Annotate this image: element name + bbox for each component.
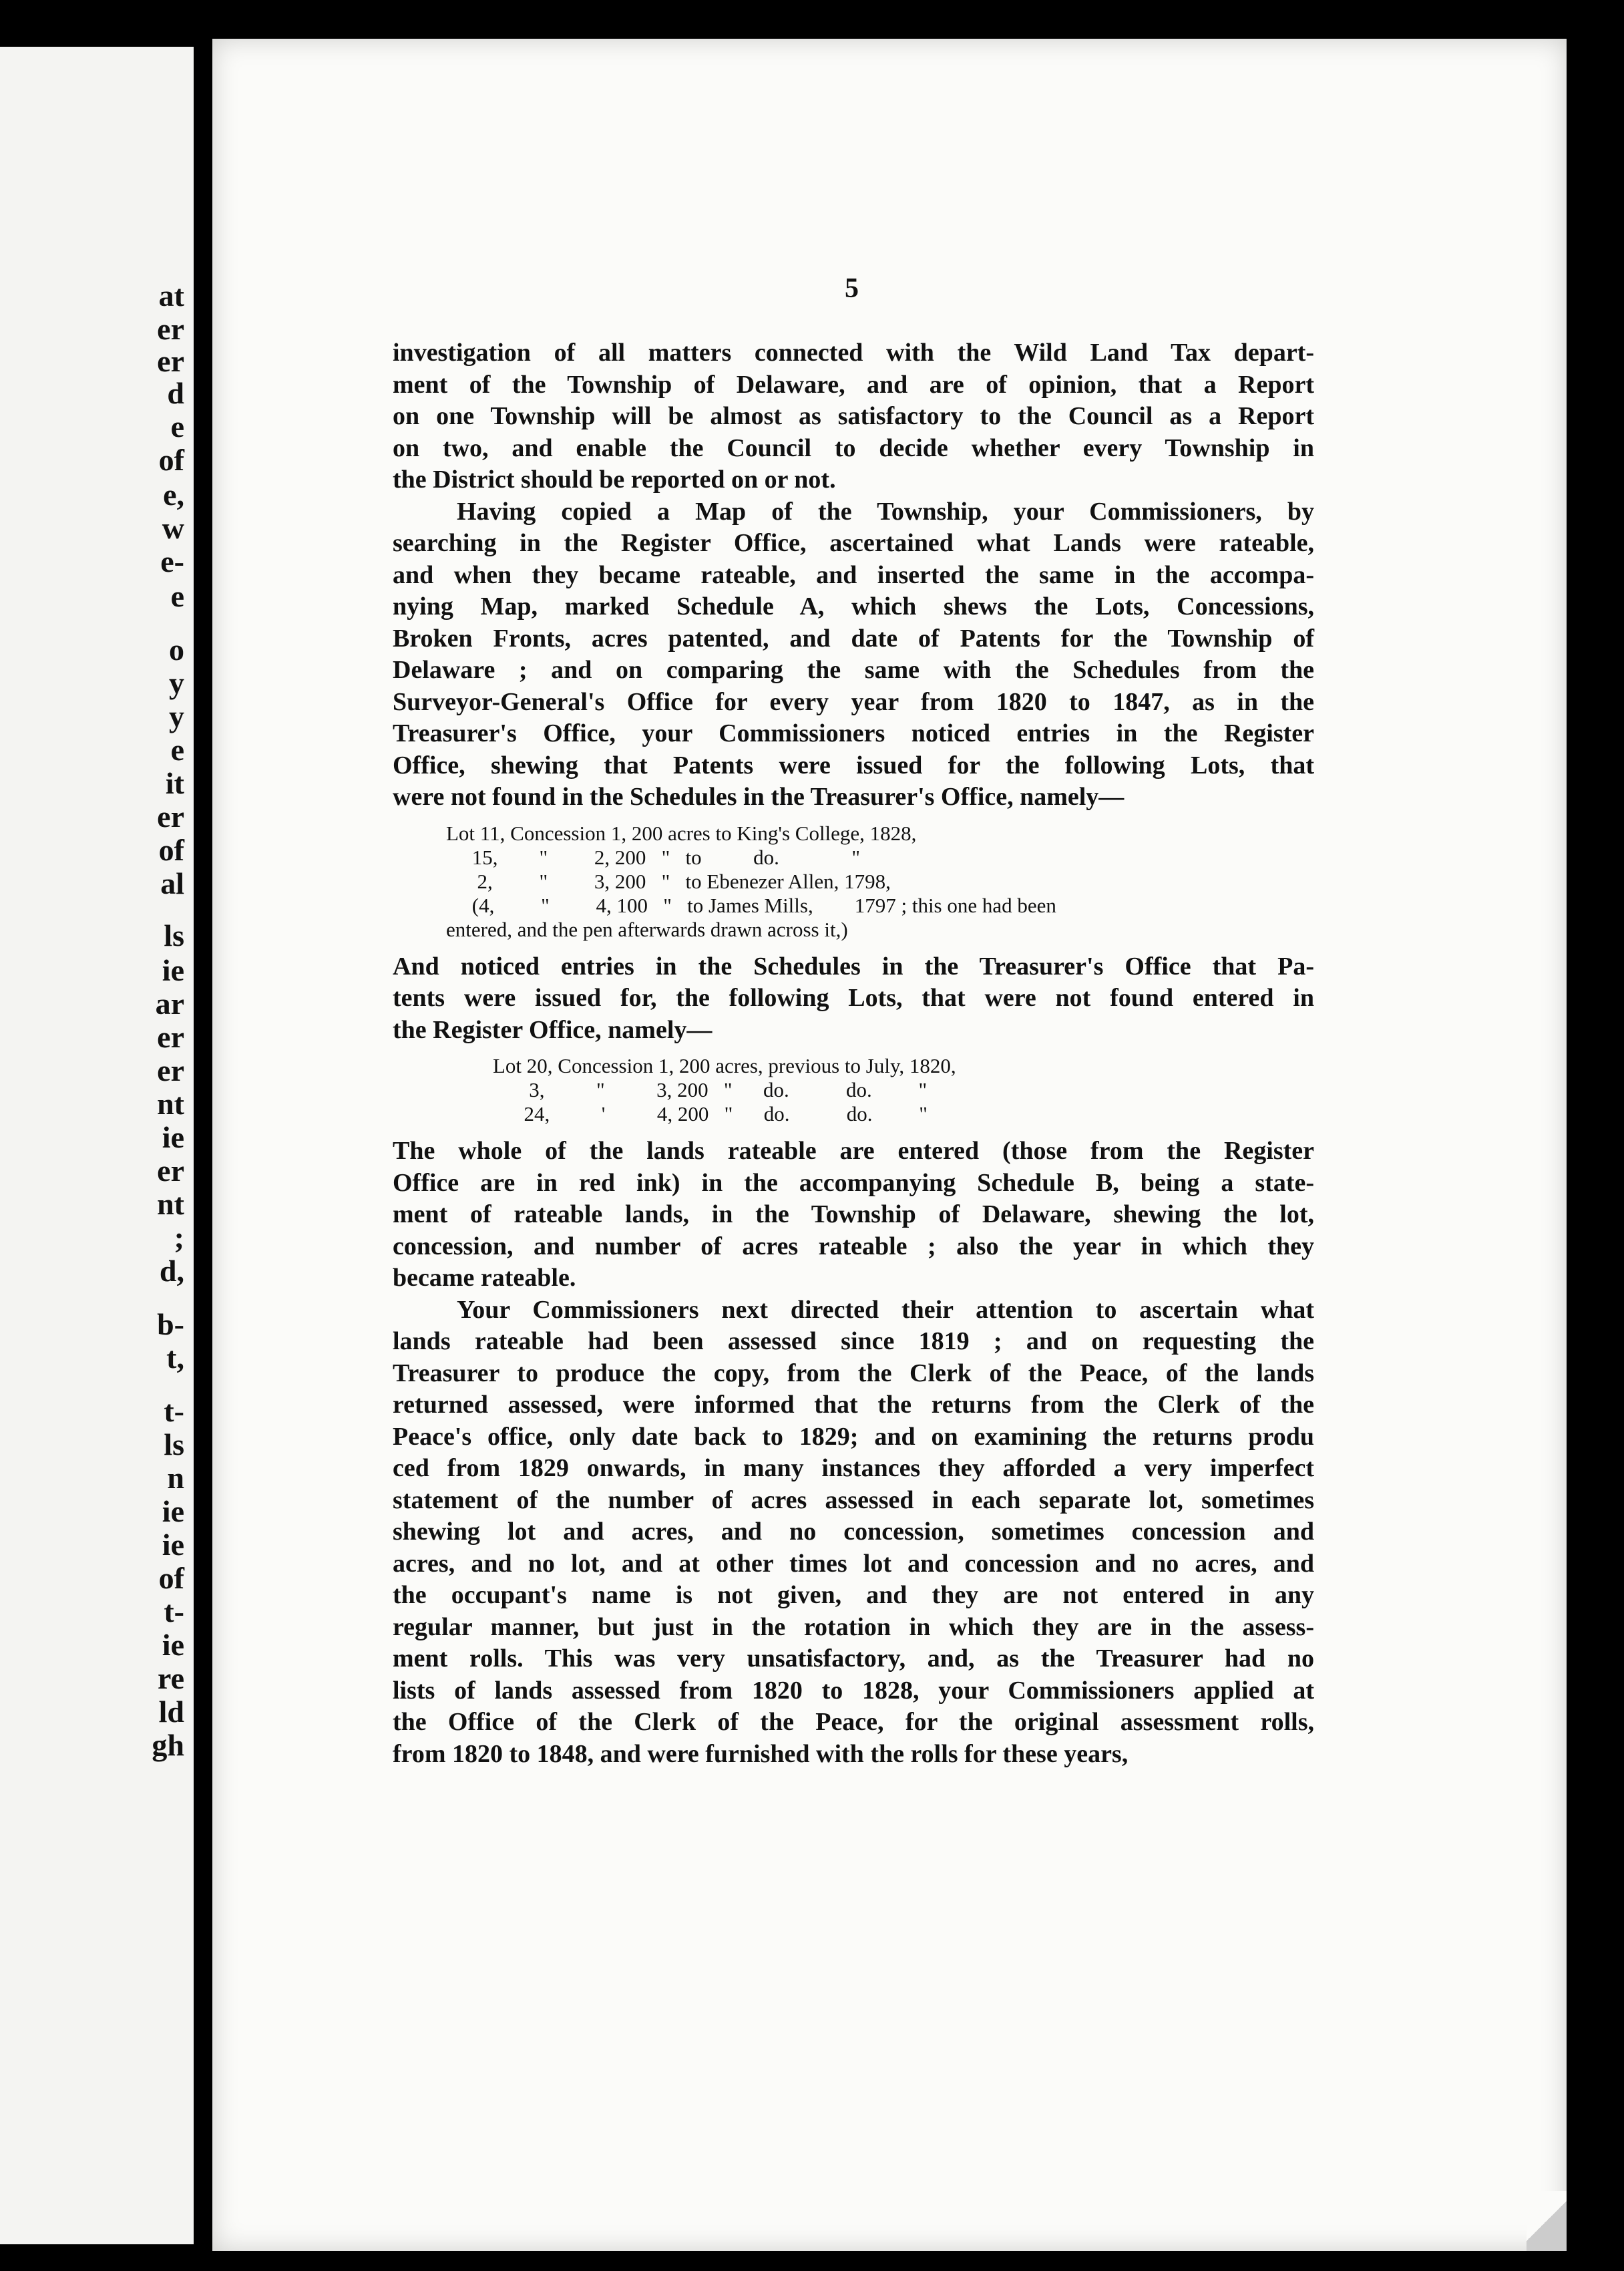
left-fragment: ; [174,1220,184,1254]
text-line: ment of rateable lands, in the Township of Delaware, shewing the lot, [393,1200,1314,1228]
text-line: And noticed entries in the Schedules in the Treasurer's Office that Pa- [393,952,1314,981]
left-fragment: e [170,579,184,613]
left-fragment: w [162,511,184,545]
page-number: 5 [845,273,859,304]
text-line: Surveyor-General's Office for every year from 1820 to 1847, as in the [393,687,1314,716]
table-row: 15, " 2, 200 " to do. " [446,845,861,869]
table-row: Lot 11, Concession 1, 200 acres to King's College, 1828, [446,821,917,845]
table-row: 24, ' 4, 200 " do. do. " [493,1102,928,1125]
left-fragment: t- [164,1594,184,1628]
table-b [393,1054,1314,1126]
text-line: tents were issued for, the following Lots, that were not found entered in [393,984,1314,1012]
text-line: Delaware ; and on comparing the same with the Schedules from the [393,656,1314,684]
text-line: nying Map, marked Schedule A, which shews the Lots, Concessions, [393,592,1314,621]
paragraph-1 [393,337,1314,496]
left-fragment: it [165,766,184,800]
text-line: Peace's office, only date back to 1829; and on examining the returns produ [393,1422,1314,1451]
left-fragment: al [160,866,184,900]
left-fragment: er [157,1020,184,1054]
text-line: on one Township will be almost as satisfactory to the Council as a Report [393,402,1314,430]
left-fragment: ar [155,987,184,1021]
text-line: Broken Fronts, acres patented, and date of Patents for the Township of [393,624,1314,653]
text-line: ced from 1829 onwards, in many instances they afforded a very imperfect [393,1454,1314,1482]
left-fragment: t, [166,1341,184,1375]
text-line: lands rateable had been assessed since 1819 ; and on requesting the [393,1327,1314,1355]
text-line: lists of lands assessed from 1820 to 1828, your Commissioners applied at [393,1676,1314,1705]
page-corner [1527,2191,1567,2251]
text-line: were not found in the Schedules in the Treasurer's Office, namely— [393,783,1125,811]
text-line: acres, and no lot, and at other times lot and concession and no acres, and [393,1549,1314,1578]
left-fragment: d, [159,1254,184,1288]
left-fragment: b- [157,1307,184,1341]
left-fragment: re [157,1661,184,1695]
text-line: The whole of the lands rateable are entered (those from the Register [393,1137,1314,1165]
left-fragment: e [170,733,184,767]
left-fragment: y [169,666,184,700]
text-line: shewing lot and acres, and no concession, sometimes concession and [393,1518,1314,1546]
text-column [393,337,1314,1770]
facing-page-fragment [0,47,194,2244]
left-fragment: er [157,800,184,834]
text-line: concession, and number of acres rateable ; also the year in which they [393,1232,1314,1260]
table-row: (4, " 4, 100 " to James Mills, 1797 ; this one had been [446,893,1056,917]
paragraph-5 [393,1294,1314,1771]
left-fragment: er [157,344,184,378]
paragraph-3 [393,951,1314,1047]
left-fragment: t- [164,1394,184,1428]
text-line: ment of the Township of Delaware, and are of opinion, that a Report [393,370,1314,399]
table-row: entered, and the pen afterwards drawn across it,) [446,917,848,941]
text-line: Having copied a Map of the Township, your Commissioners, by [457,497,1314,526]
table-a [393,822,1314,942]
left-fragment: ie [162,1494,184,1528]
left-fragment: e- [160,544,184,578]
left-fragment: nt [157,1187,184,1221]
left-fragment: ie [162,1120,184,1154]
text-line: searching in the Register Office, ascertained what Lands were rateable, [393,529,1314,557]
text-line: statement of the number of acres assessed in each separate lot, sometimes [393,1486,1314,1514]
text-line: regular manner, but just in the rotation in which they are in the assess- [393,1612,1314,1641]
text-line: became rateable. [393,1264,576,1292]
left-fragment: e [170,409,184,444]
paragraph-2 [393,496,1314,814]
text-line: Your Commissioners next directed their attention to ascertain what [457,1295,1314,1324]
text-line: Treasurer's Office, your Commissioners noticed entries in the Register [393,719,1314,747]
left-fragment: of [158,833,184,867]
text-line: Office, shewing that Patents were issued for the following Lots, that [393,751,1314,779]
left-fragment: er [157,312,184,346]
paragraph-4 [393,1136,1314,1294]
text-line: the Office of the Clerk of the Peace, for the original assessment rolls, [393,1708,1314,1736]
left-fragment: ie [162,1528,184,1562]
left-fragment: er [157,1154,184,1188]
left-fragment: at [158,279,184,313]
left-fragment: ie [162,1628,184,1662]
left-fragment: y [169,699,184,733]
left-fragment: e, [163,478,184,512]
text-line: the Register Office, namely— [393,1015,713,1044]
table-row: 2, " 3, 200 " to Ebenezer Allen, 1798, [446,869,891,893]
left-fragment: nt [157,1087,184,1121]
left-fragment: ie [162,953,184,987]
left-fragment: gh [152,1728,184,1762]
left-fragment: ls [164,918,184,952]
text-line: Office are in red ink) in the accompanying Schedule B, being a state- [393,1168,1314,1197]
table-row: Lot 20, Concession 1, 200 acres, previous to July, 1820, [493,1054,956,1077]
left-fragment: d [167,376,184,410]
text-line: on two, and enable the Council to decide whether every Township in [393,433,1314,462]
text-line: investigation of all matters connected with the Wild Land Tax depart- [393,339,1314,367]
left-fragment: ld [158,1695,184,1729]
left-fragment: o [169,633,184,667]
text-line: ment rolls. This was very unsatisfactory, and, as the Treasurer had no [393,1644,1314,1673]
left-fragment: of [158,443,184,477]
left-fragment: er [157,1053,184,1087]
text-line: the District should be reported on or not. [393,466,836,494]
left-fragment: of [158,1561,184,1595]
table-row: 3, " 3, 200 " do. do. " [493,1078,928,1101]
text-line: from 1820 to 1848, and were furnished with the rolls for these years, [393,1739,1129,1768]
text-line: and when they became rateable, and inserted the same in the accompa- [393,560,1314,589]
left-fragment: n [167,1461,184,1495]
text-line: Treasurer to produce the copy, from the Clerk of the Peace, of the lands [393,1359,1314,1387]
left-fragment: ls [164,1427,184,1461]
text-line: the occupant's name is not given, and they are not entered in any [393,1581,1314,1609]
text-line: returned assessed, were informed that the returns from the Clerk of the [393,1391,1314,1419]
